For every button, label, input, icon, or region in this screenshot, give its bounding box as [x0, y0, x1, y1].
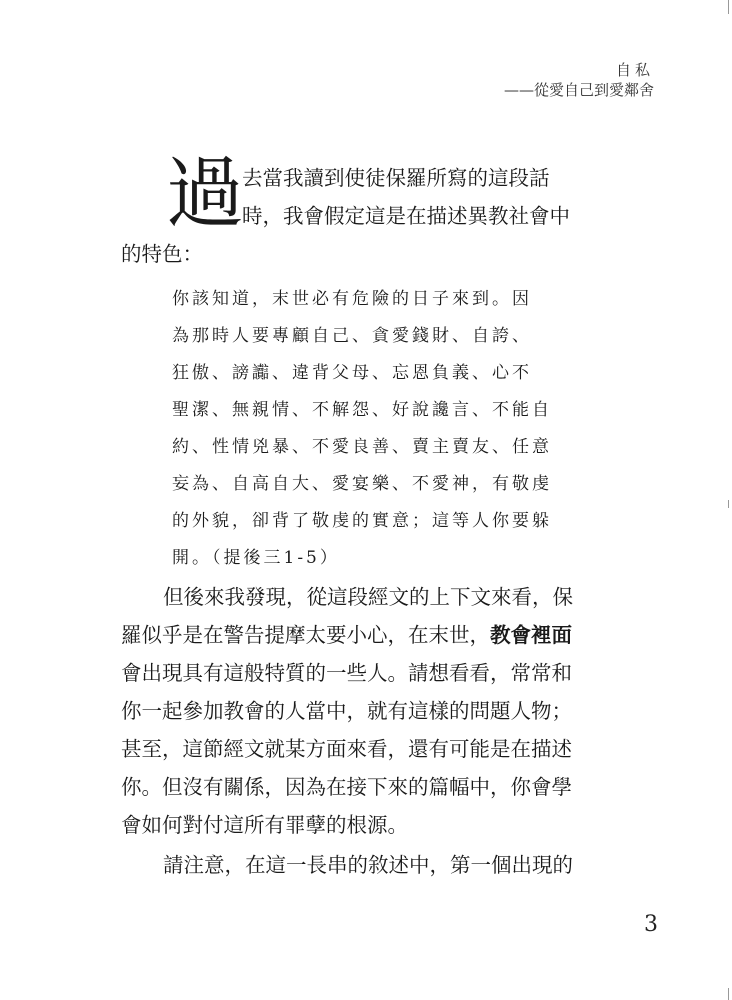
intro-paragraph-bottom — [121, 235, 615, 273]
quote-line: 開。（提後三1-5） — [172, 548, 340, 568]
crop-mark-bottom — [728, 988, 729, 1000]
emphasis-text: 教會裡面 — [490, 623, 572, 647]
quote-line: 狂傲、謗讟、違背父母、忘恩負義、心不 — [172, 363, 532, 383]
p3-line-1: 請注意，在這一長串的敘述中，第一個出現的 — [163, 853, 573, 877]
intro-line-2: 時，我會假定這是在描述異教社會中 — [242, 204, 570, 228]
p2-line-2-text: 羅似乎是在警告提摩太要小心，在末世， — [121, 623, 490, 647]
intro-line-1: 去當我讀到使徒保羅所寫的這段話 — [242, 166, 550, 190]
quote-line: 約、性情兇暴、不愛良善、賣主賣友、任意 — [172, 437, 552, 457]
scripture-quote — [172, 281, 592, 577]
quote-line: 為那時人要專顧自己、貪愛錢財、自誇、 — [172, 326, 532, 346]
intro-paragraph-top — [242, 159, 614, 235]
p2-line-6: 你。但沒有關係，因為在接下來的篇幅中，你會學 — [121, 775, 572, 799]
quote-line: 聖潔、無親情、不解怨、好說讒言、不能自 — [172, 400, 552, 420]
p2-line-3: 會出現具有這般特質的一些人。請想看看，常常和 — [121, 661, 572, 685]
body-paragraph-3 — [121, 846, 615, 884]
body-paragraph-2 — [121, 578, 615, 844]
page-number: 3 — [644, 912, 658, 937]
p2-line-5: 甚至，這節經文就某方面來看，還有可能是在描述 — [121, 737, 572, 761]
intro-line-3: 的特色： — [121, 242, 203, 266]
quote-line: 你該知道，末世必有危險的日子來到。因 — [172, 289, 532, 309]
header-title: 自私 — [615, 61, 654, 79]
header-subtitle: ——從愛自己到愛鄰舍 — [503, 81, 654, 99]
quote-line: 的外貌，卻背了敬虔的實意；這等人你要躲 — [172, 511, 552, 531]
quote-line: 妄為、自高自大、愛宴樂、不愛神，有敬虔 — [172, 474, 552, 494]
p2-line-7: 會如何對付這所有罪孽的根源。 — [121, 813, 408, 837]
p2-line-4: 你一起參加教會的人當中，就有這樣的問題人物； — [121, 699, 572, 723]
p2-line-2 — [121, 616, 615, 654]
crop-mark-middle — [728, 500, 729, 508]
drop-cap: 過 — [166, 149, 245, 239]
crop-mark-top — [728, 0, 729, 14]
running-header — [504, 60, 654, 100]
p2-line-1: 但後來我發現，從這段經文的上下文來看，保 — [163, 585, 573, 609]
